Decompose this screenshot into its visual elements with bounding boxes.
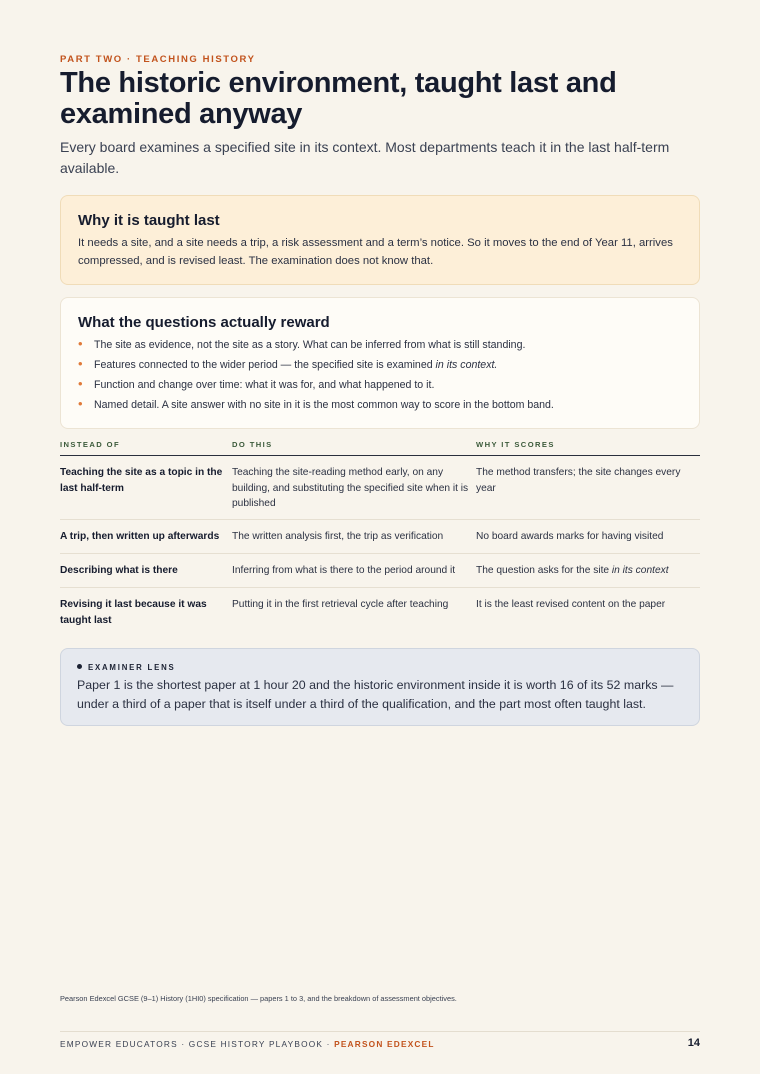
table-row [60,520,700,554]
bullet-item: • Named detail. A site answer with no site in it is the most common way to score in the bottom band. [78,396,554,411]
cell-instead: Revising it last because it was taught last [60,599,207,626]
examiner-lens-callout [60,648,700,726]
bullet-item: • The site as evidence, not the site as a story. What can be inferred from what is still standing. [78,336,526,351]
cell-why: It is the least revised content on the paper [476,599,666,610]
page-title: The historic environment, taught last and examined anyway [60,67,617,130]
why-card-heading: Why it is taught last [78,212,220,229]
page-lede: Every board examines a specified site in its context. Most departments teach it in the last half-term available. [60,139,670,176]
cell-why: No board awards marks for having visited [476,531,664,542]
cell-do: Putting it in the first retrieval cycle after teaching [232,599,449,610]
lens-dot-icon [77,664,82,669]
column-header-instead: INSTEAD OF [60,440,120,449]
cell-do: The written analysis first, the trip as verification [232,531,444,542]
column-header-why: WHY IT SCORES [476,440,555,449]
what-questions-reward-card [60,297,700,429]
section-kicker: PART TWO · TEACHING HISTORY [60,54,256,65]
table-header [60,437,700,456]
examiner-lens-body: Paper 1 is the shortest paper at 1 hour 20 and the historic environment inside it is worth 16 of its 52 marks — under a third of a paper that is itself under a third of the qualification, and the part most often taught last. [77,678,674,711]
examiner-lens-label: EXAMINER LENS [77,663,176,672]
why-card-body: It needs a site, and a site needs a trip, a risk assessment and a term’s notice. So it moves to the end of Year 11, arrives compressed, and is revised least. The examination does not know that. [78,237,673,267]
bullet-dot-icon: • [78,356,83,371]
cell-do: Teaching the site-reading method early, on any building, and substituting the specified site when it is published [232,467,469,509]
cell-instead: A trip, then written up afterwards [60,531,220,542]
bullet-item: • Function and change over time: what it was for, and what happened to it. [78,376,435,391]
source-note: Pearson Edexcel GCSE (9–1) History (1HI0) specification — papers 1 to 3, and the breakdown of assessment objectives. [60,994,457,1003]
cell-instead: Describing what is there [60,565,178,576]
footer-text: EMPOWER EDUCATORS · GCSE HISTORY PLAYBOOK · PEARSON EDEXCEL [60,1039,435,1049]
table-row [60,456,700,520]
cell-why: The question asks for the site in its context [476,565,669,576]
table-row [60,554,700,588]
footer-brand: PEARSON EDEXCEL [334,1039,435,1049]
instead-of-table [60,437,700,636]
cell-why: The method transfers; the site changes every year [476,467,681,494]
footer-divider [60,1031,700,1032]
bullet-dot-icon: • [78,376,83,391]
column-header-do: DO THIS [232,440,273,449]
cell-do: Inferring from what is there to the period around it [232,565,456,576]
bullet-dot-icon: • [78,336,83,351]
page-number: 14 [687,1037,700,1049]
what-card-heading: What the questions actually reward [78,314,330,331]
table-row [60,588,700,636]
bullet-item: • Features connected to the wider period — the specified site is examined in its context. [78,356,498,371]
reward-bullet-list [78,335,688,415]
why-taught-last-card [60,195,700,285]
bullet-emphasis: in its context. [435,359,498,371]
bullet-dot-icon: • [78,396,83,411]
cell-instead: Teaching the site as a topic in the last half-term [60,467,223,494]
